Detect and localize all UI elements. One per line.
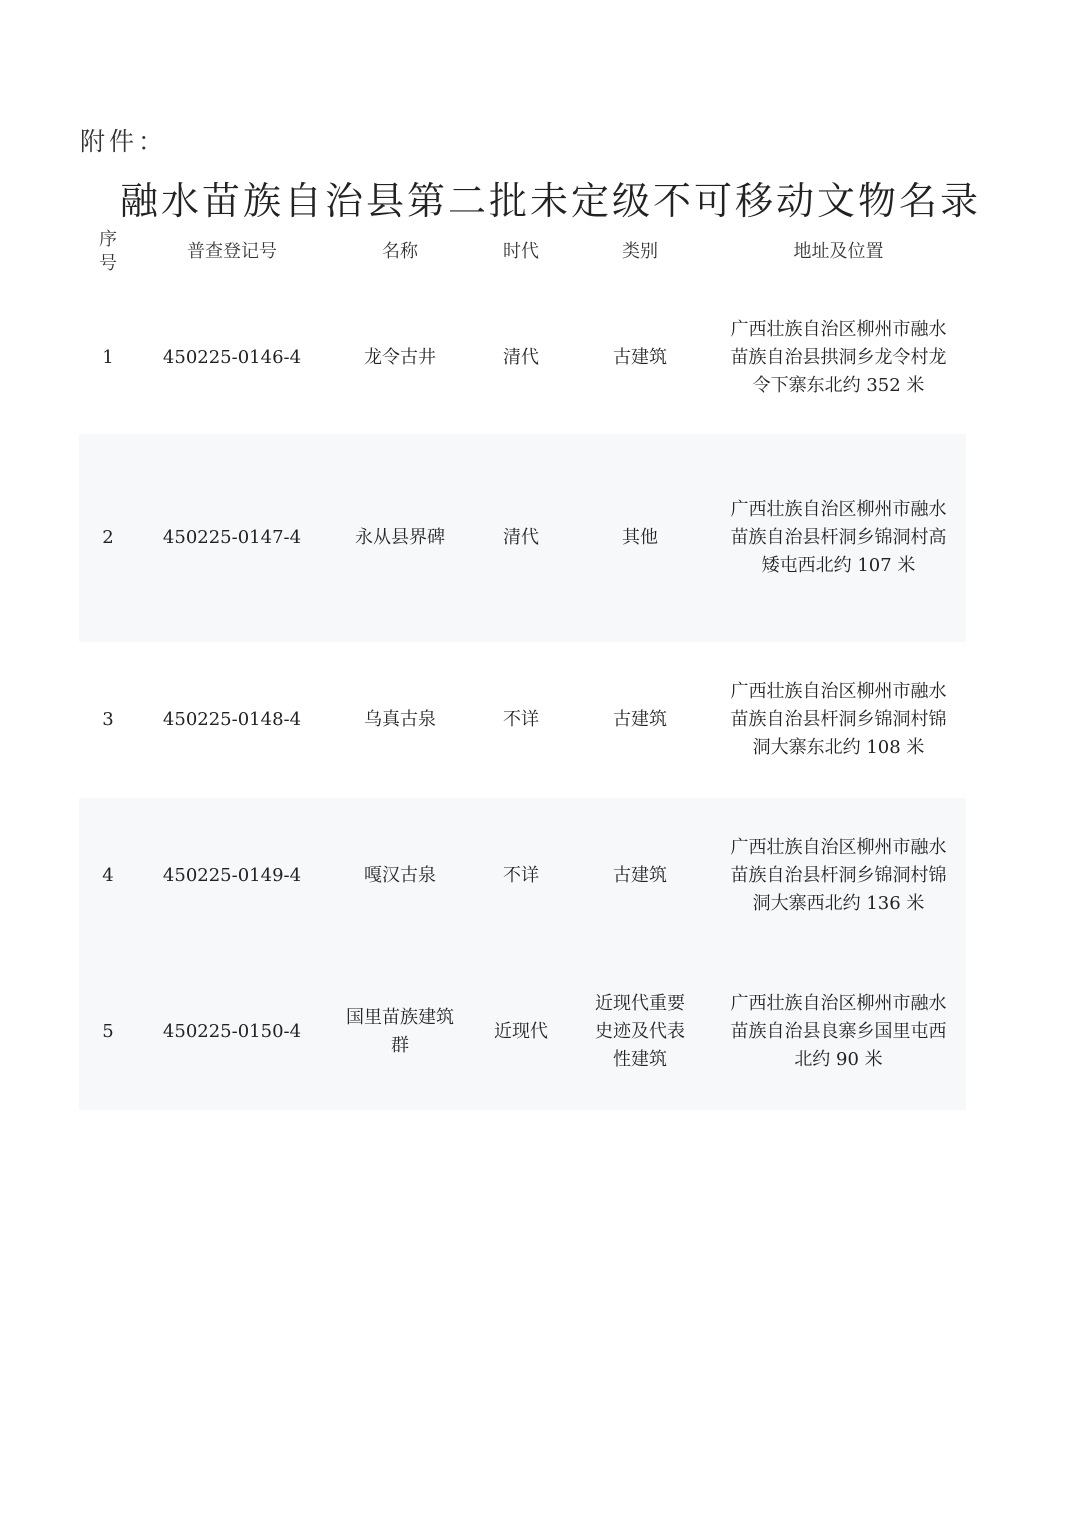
cell-category: 古建筑 [613,709,667,730]
header-era: 时代 [503,241,539,262]
cell-name: 嘎汉古泉 [327,798,473,954]
cell-address: 广西壮族自治区柳州市融水苗族自治县良寨乡国里屯西北约 90 米 [711,954,966,1110]
cell-category: 古建筑 [569,798,711,954]
cell-code: 450225-0150-4 [137,954,327,1110]
cell-code: 450225-0148-4 [162,709,302,730]
cell-seq: 1 [102,347,114,368]
cell-category: 古建筑 [613,347,667,368]
cell-era: 清代 [473,434,569,642]
table-row [79,282,966,434]
cell-name: 国里苗族建筑群 [327,954,473,1110]
cell-name: 乌真古泉 [364,709,436,730]
table-row [79,798,966,954]
header-address: 地址及位置 [793,241,884,262]
cell-code: 450225-0149-4 [137,798,327,954]
cell-era: 不详 [503,709,539,730]
cell-era: 近现代 [473,954,569,1110]
relics-table [79,222,966,1110]
cell-seq: 5 [79,954,137,1110]
header-code: 普查登记号 [187,241,277,262]
cell-name: 龙令古井 [364,347,436,368]
header-category: 类别 [622,241,658,262]
cell-category: 其他 [569,434,711,642]
attachment-label: 附件： [80,127,168,156]
cell-name: 永从县界碑 [327,434,473,642]
cell-address: 广西壮族自治区柳州市融水苗族自治县杆洞乡锦洞村锦洞大寨西北约 136 米 [711,798,966,954]
cell-address: 广西壮族自治区柳州市融水苗族自治县杆洞乡锦洞村高矮屯西北约 107 米 [711,434,966,642]
table-header-row [79,222,966,282]
header-seq: 序号 [99,229,117,274]
cell-code: 450225-0147-4 [137,434,327,642]
cell-era: 不详 [473,798,569,954]
table-row [79,434,966,642]
cell-seq: 2 [79,434,137,642]
page-title: 融水苗族自治县第二批未定级不可移动文物名录 [120,179,982,223]
cell-address: 广西壮族自治区柳州市融水苗族自治县杆洞乡锦洞村锦洞大寨东北约 108 米 [730,681,947,758]
cell-era: 清代 [503,347,539,368]
header-name: 名称 [382,241,418,262]
cell-code: 450225-0146-4 [162,347,302,368]
cell-seq: 3 [102,709,114,730]
cell-category: 近现代重要史迹及代表性建筑 [569,954,711,1110]
cell-seq: 4 [79,798,137,954]
table-row [79,954,966,1110]
table-row [79,642,966,798]
cell-address: 广西壮族自治区柳州市融水苗族自治县拱洞乡龙令村龙令下寨东北约 352 米 [730,319,947,396]
